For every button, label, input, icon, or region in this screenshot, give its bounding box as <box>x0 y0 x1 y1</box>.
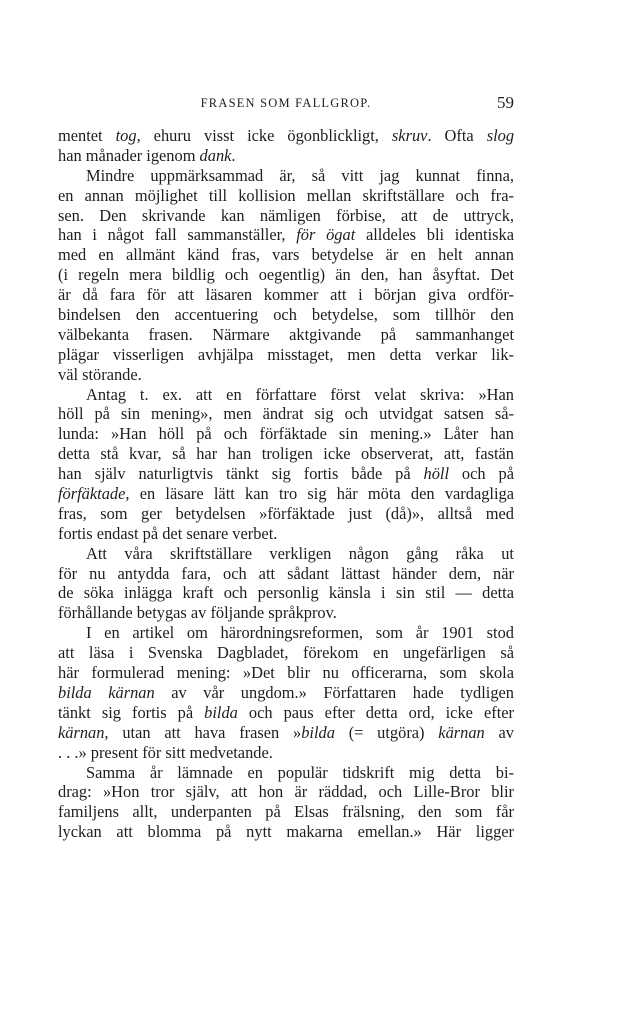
text-line <box>58 225 514 245</box>
text-run: sen. Den skrivande kan nämligen förbise, att de uttryck, <box>58 205 514 225</box>
text-line <box>58 305 514 325</box>
text-line <box>58 325 514 345</box>
italic-text: dank <box>199 145 232 165</box>
text-run: och på <box>449 464 514 484</box>
text-run: Antag t. ex. att en författare först velat skriva: »Han <box>86 384 514 404</box>
text-run: detta stå kvar, så har han troligen icke observerat, att, fastän <box>58 444 514 464</box>
text-line <box>58 404 514 424</box>
text-line <box>58 424 514 444</box>
text-line <box>58 345 514 365</box>
text-run: och paus efter detta ord, icke efter <box>237 702 514 722</box>
text-run: . Ofta <box>427 126 487 145</box>
text-line <box>58 126 514 146</box>
text-line <box>58 484 514 504</box>
text-run: han själv naturligtvis tänkt sig fortis både på <box>58 464 424 484</box>
body-text <box>58 126 514 842</box>
text-run: (i regeln mera bildlig och oegentlig) än den, han åsyftat. Det <box>58 265 514 285</box>
text-run: Mindre uppmärksammad är, så vitt jag kunnat finna, <box>86 165 514 185</box>
text-line <box>58 643 514 663</box>
text-line <box>58 166 514 186</box>
italic-text: för ögat <box>296 225 356 245</box>
text-run: , ehuru visst icke ögonblickligt, <box>136 126 392 145</box>
text-run: av vår ungdom.» Författaren hade tydligen <box>154 682 514 702</box>
text-run: förhållande betygas av följande språkprov. <box>58 603 337 623</box>
text-run: . <box>231 145 236 165</box>
text-run: är då fara för att läsaren kommer att i början giva ordför- <box>58 285 514 305</box>
italic-text: höll <box>423 464 450 484</box>
text-run: alldeles bli identiska <box>355 225 514 245</box>
text-run: en läsare lätt kan tro sig här möta den vardagliga <box>129 484 514 504</box>
text-run: med en allmänt känd fras, vars betydelse är en helt annan <box>58 245 514 265</box>
text-line <box>58 822 514 842</box>
text-line <box>58 186 514 206</box>
text-line <box>58 763 514 783</box>
text-line <box>58 603 514 623</box>
text-run: han månader igenom <box>58 145 200 165</box>
text-run: fras, som ger betydelsen »förfäktade just (då)», alltså med <box>58 503 514 523</box>
text-line <box>58 782 514 802</box>
text-run: bindelsen den accentuering och betydelse, som tillhör den <box>58 305 514 325</box>
text-run: höll på sin mening», men ändrat sig och utvidgat satsen så- <box>58 404 514 424</box>
text-line <box>58 504 514 524</box>
text-run: lyckan att blomma på nytt makarna emellan.» Här ligger <box>58 822 514 842</box>
text-line <box>58 663 514 683</box>
text-line <box>58 623 514 643</box>
italic-text: skruv <box>391 126 428 145</box>
italic-text: kärnan <box>438 722 485 742</box>
text-line <box>58 524 514 544</box>
text-run: utan att hava frasen » <box>108 722 302 742</box>
text-run: I en artikel om härordningsreformen, som år 1901 stod <box>86 623 514 643</box>
page-number: 59 <box>497 93 514 112</box>
page-header <box>58 94 514 114</box>
text-line <box>58 683 514 703</box>
text-run: de söka inlägga kraft och personlig känsla i sin stil — detta <box>58 583 514 603</box>
italic-text: tog <box>115 126 137 145</box>
text-run: för nu antydda fara, och att sådant lättast händer dem, när <box>58 563 514 583</box>
text-line <box>58 583 514 603</box>
text-line <box>58 265 514 285</box>
text-run: att läsa i Svenska Dagbladet, förekom en ungefärligen så <box>58 643 514 663</box>
text-run: här formulerad mening: »Det blir nu officerarna, som skola <box>58 663 514 683</box>
text-line <box>58 743 514 763</box>
text-line <box>58 285 514 305</box>
text-run: . . .» present för sitt medvetande. <box>58 742 273 762</box>
text-line <box>58 802 514 822</box>
italic-text: förfäktade, <box>58 484 130 504</box>
italic-text: bilda kärnan <box>58 682 155 702</box>
text-line <box>58 723 514 743</box>
text-line <box>58 564 514 584</box>
italic-text: kärnan, <box>58 722 109 742</box>
text-run: tänkt sig fortis på <box>58 702 205 722</box>
text-line <box>58 444 514 464</box>
running-head: FRASEN SOM FALLGROP. <box>200 96 372 110</box>
text-run: Samma år lämnade en populär tidskrift mig detta bi- <box>86 762 514 782</box>
text-run: plägar visserligen avhjälpa misstaget, men detta verkar lik- <box>58 344 514 364</box>
text-run: väl störande. <box>58 364 142 384</box>
text-run: mentet <box>58 126 116 145</box>
text-line <box>58 464 514 484</box>
text-line <box>58 544 514 564</box>
text-line <box>58 365 514 385</box>
text-line <box>58 245 514 265</box>
text-run: Att våra skriftställare verkligen någon gång råka ut <box>86 543 514 563</box>
italic-text: bilda <box>301 722 335 742</box>
text-run: (= utgöra) <box>334 722 439 742</box>
italic-text: slog <box>486 126 515 145</box>
text-run: lunda: »Han höll på och förfäktade sin mening.» Låter han <box>58 424 514 444</box>
text-line <box>58 206 514 226</box>
text-run: fortis endast på det senare verbet. <box>58 523 278 543</box>
italic-text: bilda <box>204 702 238 722</box>
text-run: familjens allt, underpanten på Elsas frälsning, den som får <box>58 802 514 822</box>
text-run: drag: »Hon tror själv, att hon är räddad, och Lille-Bror blir <box>58 782 514 802</box>
text-run: en annan möjlighet till kollision mellan skriftställare och fra- <box>58 185 514 205</box>
text-line <box>58 146 514 166</box>
text-run: av <box>484 722 514 742</box>
text-run: välbekanta frasen. Närmare aktgivande på sammanhanget <box>58 324 514 344</box>
text-line <box>58 703 514 723</box>
text-line <box>58 385 514 405</box>
text-run: han i något fall sammanställer, <box>58 225 297 245</box>
